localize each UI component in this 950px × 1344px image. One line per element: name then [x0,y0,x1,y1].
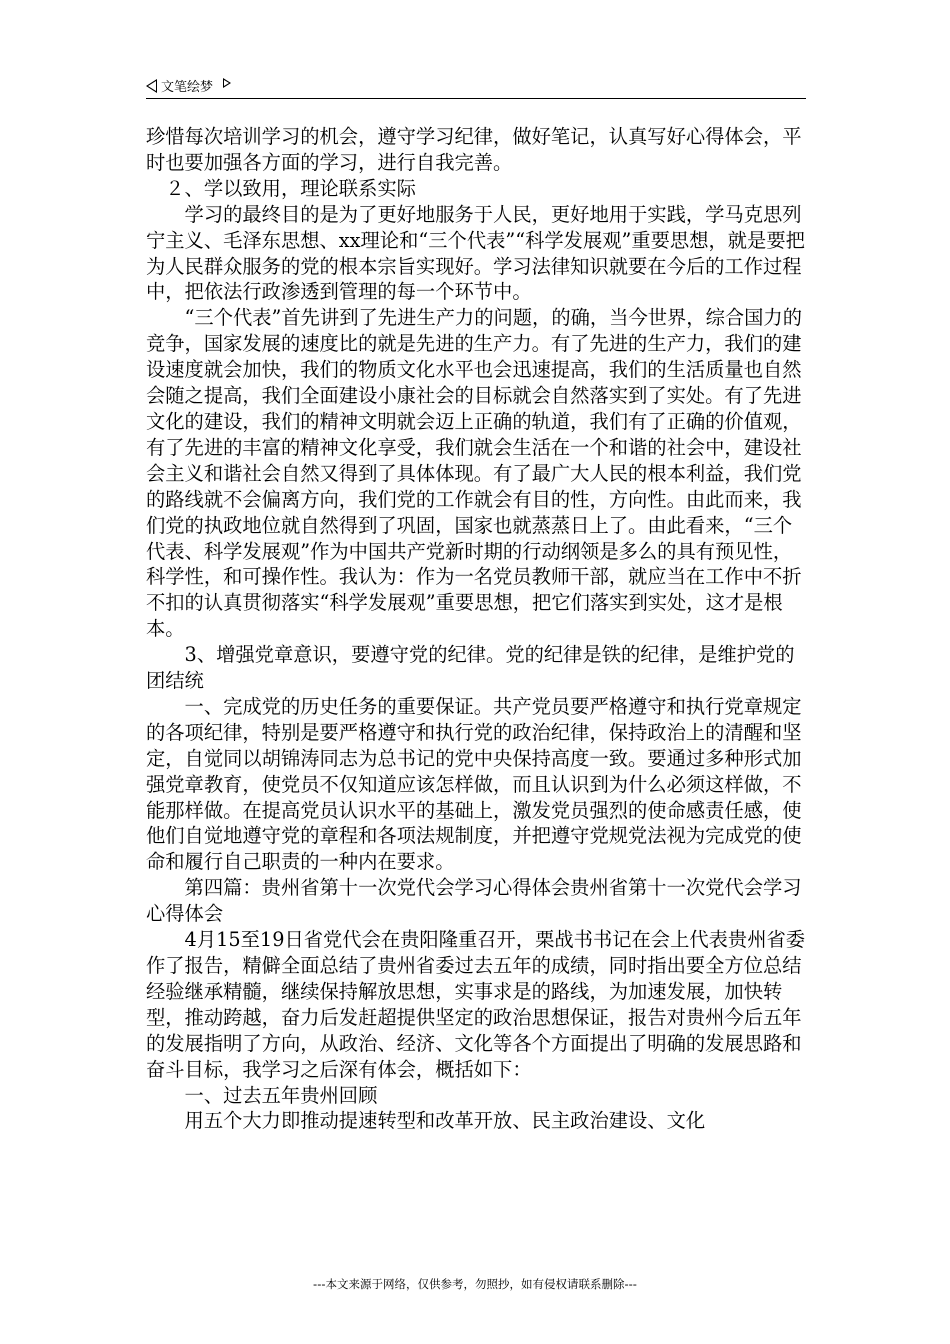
paragraph: 学习的最终目的是为了更好地服务于人民，更好地用于实践，学马克思列宁主义、毛泽东思想、xx理论和“三个代表”“科学发展观”重要思想，就是要把为人民群众服务的党的根本宗旨实现好。学习法律知识就要在今后的工作过程中，把依法行政渗透到管理的每一个环节中。 [146,202,805,304]
page-header [146,74,806,98]
page-footer: ---本文来源于网络，仅供参考，勿照抄，如有侵权请联系删除--- [313,1277,637,1291]
paragraph: “三个代表”首先讲到了先进生产力的问题，的确，当今世界，综合国力的竞争，国家发展的速度比的就是先进的生产力。有了先进的生产力，我们的建设速度就会加快，我们的物质文化水平也会迅速提高，我们的生活质量也自然会随之提高，我们全面建设小康社会的目标就会自然落实到了实处。有了先进文化的建设，我们的精神文明就会迈上正确的轨道，我们有了正确的价值观，有了先进的丰富的精神文化享受，我们就会生活在一个和谐的社会中，建设社会主义和谐社会自然又得到了具体体现。有了最广大人民的根本利益，我们党的路线就不会偏离方向，我们党的工作就会有目的性，方向性。由此而来，我们党的执政地位就自然得到了巩固，国家也就蒸蒸日上了。由此看来，“三个代表、科学发展观”作为中国共产党新时期的行动纲领是多么的具有预见性，科学性，和可操作性。我认为：作为一名党员教师干部，就应当在工作中不折不扣的认真贯彻落实“科学发展观”重要思想，把它们落实到实处，这才是根本。 [146,306,802,641]
paragraph: 珍惜每次培训学习的机会，遵守学习纪律，做好笔记，认真写好心得体会，平时也要加强各方面的学习，进行自我完善。 [146,125,802,174]
document-body [146,124,810,1134]
header-divider [146,98,806,99]
triangle-right-icon [223,78,231,88]
paragraph: 一、完成党的历史任务的重要保证。共产党员要严格遵守和执行党章规定的各项纪律，特别是要严格遵守和执行党的政治纪律，保持政治上的清醒和坚定，自觉同以胡锦涛同志为总书记的党中央保持高度一致。要通过多种形式加强党章教育，使党员不仅知道应该怎样做，而且认识到为什么必须这样做，不能那样做。在提高党员认识水平的基础上，激发党员强烈的使命感责任感，使他们自觉地遵守党的章程和各项法规制度，并把遵守党规党法视为完成党的使命和履行自己职责的一种内在要求。 [146,694,802,874]
paragraph: 4月15至19日省党代会在贵阳隆重召开，栗战书书记在会上代表贵州省委作了报告，精僻全面总结了贵州省委过去五年的成绩，同时指出要全方位总结经验继承精髓，继续保持解放思想，实事求是的路线，为加速发展，加快转型，推动跨越，奋力后发赶超提供坚定的政治思想保证，报告对贵州今后五年的发展指明了方向，从政治、经济、文化等各个方面提出了明确的发展思路和奋斗目标，我学习之后深有体会，概括如下： [146,928,806,1081]
header-brand-text: 文笔绘梦 [161,80,214,95]
paragraph: 一、过去五年贵州回顾 [146,1083,378,1107]
header-brand [146,76,231,95]
paragraph: ２、学以致用，理论联系实际 [146,176,416,200]
paragraph: 用五个大力即推动提速转型和改革开放、民主政治建设、文化 [146,1109,706,1133]
paragraph: 第四篇：贵州省第十一次党代会学习心得体会贵州省第十一次党代会学习心得体会 [146,876,802,926]
paragraph: 3、增强党章意识，要遵守党的纪律。党的纪律是铁的纪律，是维护党的团结统 [146,643,795,693]
triangle-left-icon [146,79,157,93]
